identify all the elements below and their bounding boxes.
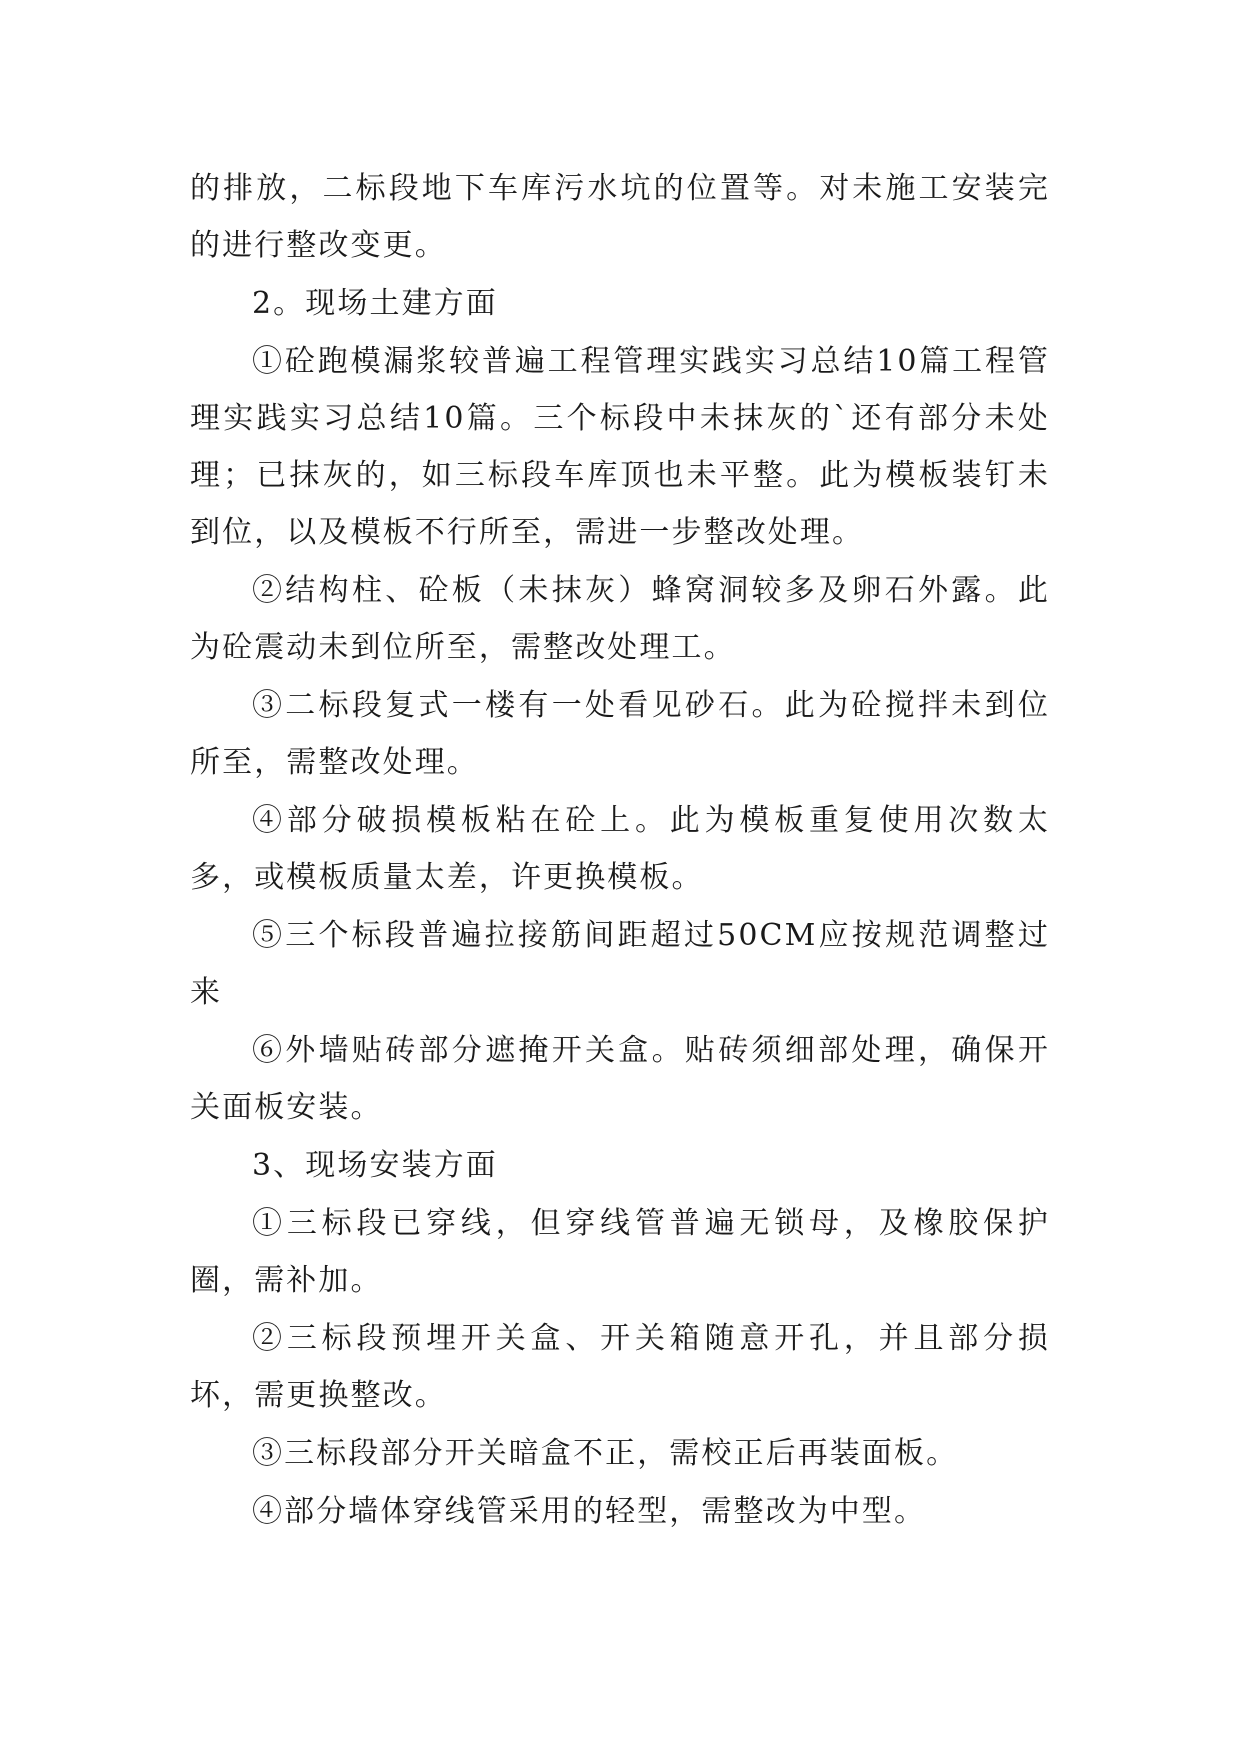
paragraph-install-item-4-conduit-type: ④部分墙体穿线管采用的轻型，需整改为中型。 bbox=[252, 1494, 927, 1529]
paragraph-item-5-tie-bar-spacing: ⑤三个标段普遍拉接筋间距超过50CM应按规范调整过来 bbox=[190, 918, 1050, 1010]
paragraph-install-item-1-conduit: ①三标段已穿线，但穿线管普遍无锁母，及橡胶保护圈，需补加。 bbox=[190, 1206, 1050, 1298]
paragraph-item-1-formwork-leak: ①砼跑模漏浆较普遍工程管理实践实习总结10篇工程管理实践实习总结10篇。三个标段中未抹灰的`还有部分未处理；已抹灰的，如三标段车库顶也未平整。此为模板装钉未到位，以及模板不行所至，需进一步整改处理。 bbox=[190, 344, 1050, 550]
paragraph-item-3-gravel: ③二标段复式一楼有一处看见砂石。此为砼搅拌未到位所至，需整改处理。 bbox=[190, 688, 1050, 780]
section-heading-installation: 3、现场安装方面 bbox=[252, 1148, 498, 1183]
paragraph-item-6-tile-switch-box: ⑥外墙贴砖部分遮掩开关盒。贴砖须细部处理，确保开关面板安装。 bbox=[190, 1033, 1050, 1125]
paragraph-install-item-2-switch-box: ②三标段预埋开关盒、开关箱随意开孔，并且部分损坏，需更换整改。 bbox=[190, 1321, 1050, 1413]
paragraph-item-4-damaged-formwork: ④部分破损模板粘在砼上。此为模板重复使用次数太多，或模板质量太差，许更换模板。 bbox=[190, 803, 1050, 895]
paragraph-item-2-honeycomb: ②结构柱、砼板（未抹灰）蜂窝洞较多及卵石外露。此为砼震动未到位所至，需整改处理工。 bbox=[190, 573, 1050, 665]
section-heading-civil-works: 2。现场土建方面 bbox=[252, 286, 498, 321]
paragraph-install-item-3-concealed-box: ③三标段部分开关暗盒不正，需校正后再装面板。 bbox=[252, 1436, 959, 1471]
paragraph-drainage-continuation: 的排放，二标段地下车库污水坑的位置等。对未施工安装完的进行整改变更。 bbox=[190, 171, 1050, 263]
document-body bbox=[190, 160, 1050, 1541]
